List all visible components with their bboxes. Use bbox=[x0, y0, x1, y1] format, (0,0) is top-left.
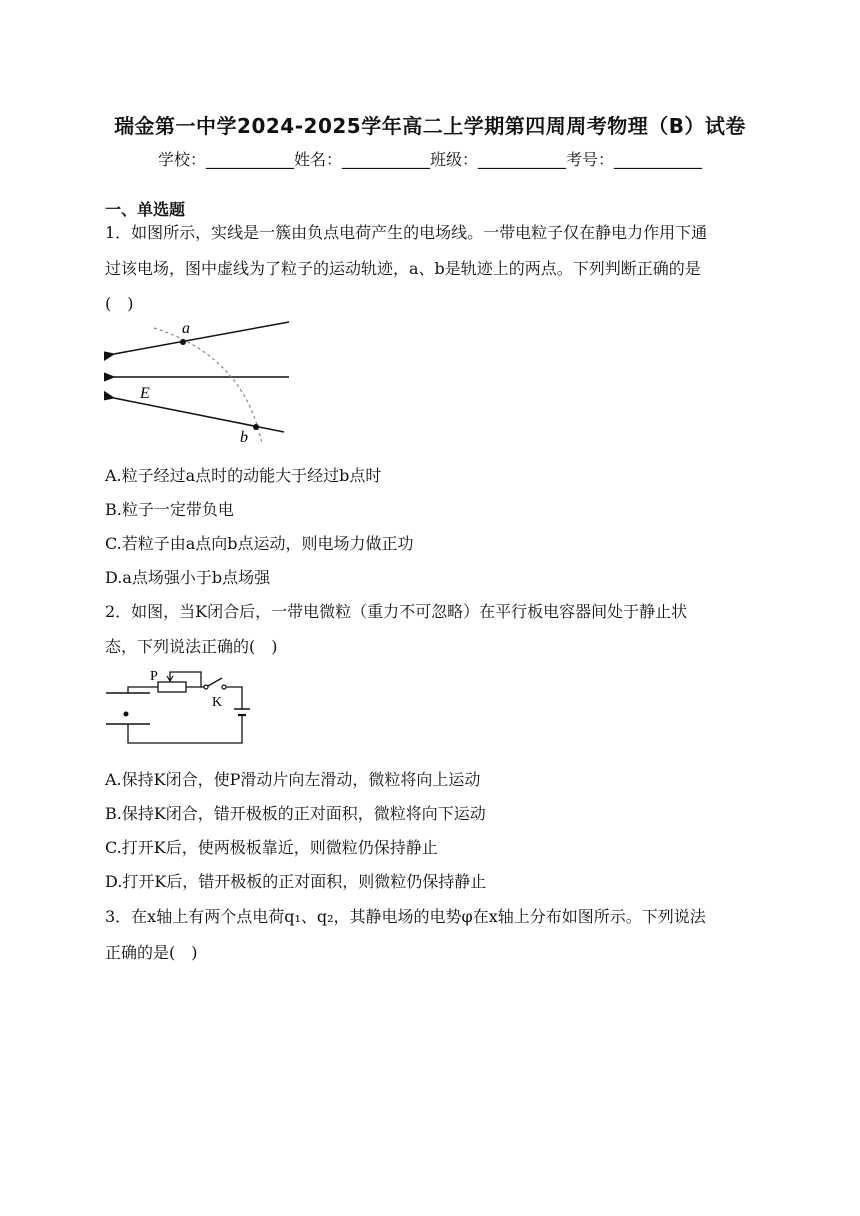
q1-option-b: B.粒子一定带负电 bbox=[105, 500, 234, 519]
q1-stem-line-1: 1．如图所示，实线是一簇由负点电荷产生的电场线。一带电粒子仅在静电力作用下通 bbox=[105, 223, 708, 242]
exam-title: 瑞金第一中学2024-2025学年高二上学期第四周周考物理（B）试卷 bbox=[114, 114, 746, 138]
q1-option-a: A.粒子经过a点时的动能大于经过b点时 bbox=[105, 466, 382, 485]
q2-stem-line-2: 态，下列说法正确的( ) bbox=[105, 637, 278, 656]
section-title: 一、单选题 bbox=[105, 200, 186, 219]
q2-option-c: C.打开K后，使两极板靠近，则微粒仍保持静止 bbox=[105, 838, 438, 857]
particle-trajectory bbox=[154, 328, 262, 444]
label-a: a bbox=[182, 320, 190, 337]
point-b bbox=[253, 424, 259, 430]
charged-particle bbox=[124, 712, 129, 717]
q1-field-lines-figure bbox=[104, 316, 294, 448]
label-E: E bbox=[140, 385, 150, 402]
field-line-top bbox=[114, 322, 289, 354]
q3-stem-line-2: 正确的是( ) bbox=[105, 943, 198, 962]
q1-stem-line-2: 过该电场，图中虚线为了粒子的运动轨迹，a、b是轨迹上的两点。下列判断正确的是 bbox=[105, 259, 701, 278]
student-info-line: 学校：___________姓名：___________班级：___________考号：___________ bbox=[157, 150, 702, 169]
q2-option-a: A.保持K闭合，使P滑动片向左滑动，微粒将向上运动 bbox=[105, 770, 481, 789]
rheostat bbox=[158, 682, 186, 692]
switch-lever bbox=[208, 678, 222, 686]
q1-stem-line-3: ( ) bbox=[105, 294, 134, 313]
switch-contact-left bbox=[204, 685, 208, 689]
q2-option-b: B.保持K闭合，错开极板的正对面积，微粒将向下运动 bbox=[105, 804, 486, 823]
label-b: b bbox=[240, 429, 248, 446]
q1-option-d: D.a点场强小于b点场强 bbox=[105, 568, 271, 587]
label-K: K bbox=[212, 695, 223, 710]
q1-option-c: C.若粒子由a点向b点运动，则电场力做正功 bbox=[105, 534, 414, 553]
point-a bbox=[180, 339, 186, 345]
q3-stem-line-1: 3．在x轴上有两个点电荷q₁、q₂，其静电场的电势φ在x轴上分布如图所示。下列说法 bbox=[105, 907, 706, 926]
switch-contact-right bbox=[222, 685, 226, 689]
q2-circuit-figure bbox=[104, 667, 264, 749]
label-P: P bbox=[150, 669, 158, 684]
q2-stem-line-1: 2．如图，当K闭合后，一带电微粒（重力不可忽略）在平行板电容器间处于静止状 bbox=[105, 602, 688, 621]
q2-option-d: D.打开K后，错开极板的正对面积，则微粒仍保持静止 bbox=[105, 872, 487, 891]
